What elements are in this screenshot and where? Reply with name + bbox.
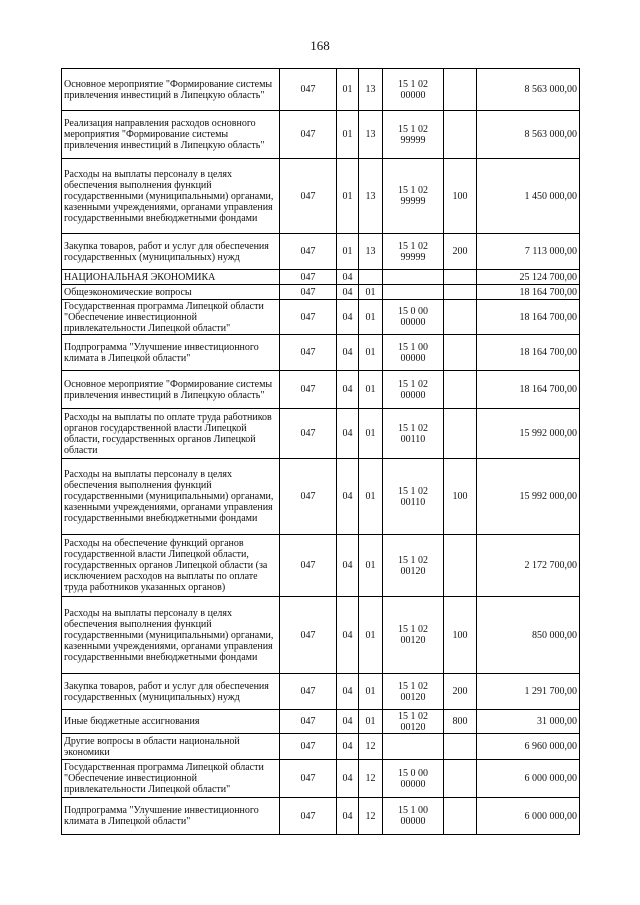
row-sum: 15 992 000,00: [477, 459, 580, 535]
row-sum: 1 450 000,00: [477, 159, 580, 234]
row-csr: 15 0 00 00000: [383, 760, 444, 798]
row-ved: 047: [280, 159, 337, 234]
row-vr: 100: [444, 459, 477, 535]
row-name: Общеэкономические вопросы: [62, 285, 280, 300]
row-sum: 1 291 700,00: [477, 674, 580, 710]
row-csr: [383, 285, 444, 300]
row-name: Основное мероприятие "Формирование системы привлечения инвестиций в Липецкую область": [62, 371, 280, 409]
row-vr: [444, 371, 477, 409]
row-rz: 04: [337, 371, 359, 409]
row-pr: 01: [359, 409, 383, 459]
row-name: Государственная программа Липецкой области "Обеспечение инвестиционной привлекательности Липецкой области": [62, 760, 280, 798]
row-csr: 15 1 02 00120: [383, 710, 444, 734]
table-row: [62, 335, 580, 371]
page-number: 168: [310, 38, 330, 53]
table-row: [62, 674, 580, 710]
row-name: Реализация направления расходов основного мероприятия "Формирование системы привлечения инвестиций в Липецкую область": [62, 111, 280, 159]
row-name: Закупка товаров, работ и услуг для обеспечения государственных (муниципальных) нужд: [62, 234, 280, 270]
table-row: [62, 734, 580, 760]
row-vr: [444, 535, 477, 597]
row-pr: 13: [359, 234, 383, 270]
row-pr: 01: [359, 535, 383, 597]
row-rz: 04: [337, 734, 359, 760]
row-name: Государственная программа Липецкой области "Обеспечение инвестиционной привлекательности Липецкой области": [62, 300, 280, 335]
row-vr: [444, 760, 477, 798]
table-row: [62, 798, 580, 835]
row-vr: 200: [444, 674, 477, 710]
row-sum: 8 563 000,00: [477, 111, 580, 159]
row-csr: 15 1 02 00120: [383, 597, 444, 674]
row-name: Расходы на обеспечение функций органов государственной власти Липецкой области, государственных органов Липецкой области (за исключением расходов на выплаты по оплате труда работников указанных органов): [62, 535, 280, 597]
row-rz: 01: [337, 69, 359, 111]
row-pr: 13: [359, 69, 383, 111]
row-rz: 04: [337, 535, 359, 597]
row-csr: 15 1 02 00000: [383, 371, 444, 409]
row-ved: 047: [280, 459, 337, 535]
row-ved: 047: [280, 597, 337, 674]
row-csr: 15 1 00 00000: [383, 335, 444, 371]
row-sum: 850 000,00: [477, 597, 580, 674]
row-sum: 6 000 000,00: [477, 798, 580, 835]
table-row: [62, 371, 580, 409]
row-sum: 18 164 700,00: [477, 335, 580, 371]
row-rz: 01: [337, 111, 359, 159]
row-rz: 04: [337, 300, 359, 335]
row-name: Иные бюджетные ассигнования: [62, 710, 280, 734]
row-rz: 04: [337, 798, 359, 835]
row-name: НАЦИОНАЛЬНАЯ ЭКОНОМИКА: [62, 270, 280, 285]
table-row: [62, 459, 580, 535]
table-row: [62, 760, 580, 798]
row-ved: 047: [280, 111, 337, 159]
row-ved: 047: [280, 710, 337, 734]
row-pr: 01: [359, 674, 383, 710]
row-pr: 01: [359, 371, 383, 409]
row-sum: 25 124 700,00: [477, 270, 580, 285]
row-pr: 01: [359, 597, 383, 674]
row-vr: 100: [444, 159, 477, 234]
row-ved: 047: [280, 371, 337, 409]
row-rz: 04: [337, 285, 359, 300]
table-row: [62, 409, 580, 459]
row-ved: 047: [280, 270, 337, 285]
row-csr: 15 1 00 00000: [383, 798, 444, 835]
row-sum: 8 563 000,00: [477, 69, 580, 111]
row-name: Другие вопросы в области национальной экономики: [62, 734, 280, 760]
row-pr: [359, 270, 383, 285]
row-pr: 01: [359, 285, 383, 300]
row-csr: 15 0 00 00000: [383, 300, 444, 335]
row-pr: 13: [359, 159, 383, 234]
row-vr: [444, 798, 477, 835]
row-vr: [444, 69, 477, 111]
row-sum: 15 992 000,00: [477, 409, 580, 459]
table-row: [62, 234, 580, 270]
row-sum: 6 960 000,00: [477, 734, 580, 760]
row-pr: 01: [359, 335, 383, 371]
row-vr: [444, 335, 477, 371]
row-ved: 047: [280, 798, 337, 835]
row-sum: 18 164 700,00: [477, 371, 580, 409]
row-rz: 01: [337, 159, 359, 234]
row-csr: 15 1 02 00120: [383, 674, 444, 710]
row-rz: 04: [337, 674, 359, 710]
table-row: [62, 111, 580, 159]
row-csr: [383, 270, 444, 285]
row-ved: 047: [280, 234, 337, 270]
table-row: [62, 285, 580, 300]
row-csr: 15 1 02 00110: [383, 459, 444, 535]
row-vr: [444, 734, 477, 760]
row-vr: 100: [444, 597, 477, 674]
row-sum: 18 164 700,00: [477, 285, 580, 300]
row-ved: 047: [280, 69, 337, 111]
row-name: Основное мероприятие "Формирование системы привлечения инвестиций в Липецкую область": [62, 69, 280, 111]
row-pr: 01: [359, 300, 383, 335]
row-sum: 6 000 000,00: [477, 760, 580, 798]
row-pr: 01: [359, 710, 383, 734]
row-rz: 04: [337, 760, 359, 798]
row-ved: 047: [280, 300, 337, 335]
row-ved: 047: [280, 409, 337, 459]
row-ved: 047: [280, 734, 337, 760]
row-pr: 12: [359, 734, 383, 760]
budget-table: [61, 68, 580, 835]
row-sum: 31 000,00: [477, 710, 580, 734]
row-name: Расходы на выплаты персоналу в целях обеспечения выполнения функций государственными (муниципальными) органами, казенными учреждениями, органами управления государственными внебюджетными фондами: [62, 159, 280, 234]
row-csr: [383, 734, 444, 760]
row-name: Расходы на выплаты персоналу в целях обеспечения выполнения функций государственными (муниципальными) органами, казенными учреждениями, органами управления государственными внебюджетными фондами: [62, 459, 280, 535]
row-csr: 15 1 02 00110: [383, 409, 444, 459]
row-ved: 047: [280, 335, 337, 371]
row-ved: 047: [280, 760, 337, 798]
table-row: [62, 597, 580, 674]
row-vr: 200: [444, 234, 477, 270]
row-sum: 18 164 700,00: [477, 300, 580, 335]
table-row: [62, 710, 580, 734]
row-sum: 2 172 700,00: [477, 535, 580, 597]
row-ved: 047: [280, 285, 337, 300]
row-name: Подпрограмма "Улучшение инвестиционного климата в Липецкой области": [62, 335, 280, 371]
table-row: [62, 535, 580, 597]
row-csr: 15 1 02 99999: [383, 159, 444, 234]
row-vr: 800: [444, 710, 477, 734]
row-csr: 15 1 02 99999: [383, 111, 444, 159]
table-row: [62, 159, 580, 234]
row-pr: 12: [359, 798, 383, 835]
row-name: Подпрограмма "Улучшение инвестиционного климата в Липецкой области": [62, 798, 280, 835]
row-vr: [444, 409, 477, 459]
row-rz: 04: [337, 459, 359, 535]
row-rz: 04: [337, 710, 359, 734]
row-vr: [444, 270, 477, 285]
row-pr: 01: [359, 459, 383, 535]
row-vr: [444, 300, 477, 335]
row-rz: 04: [337, 335, 359, 371]
row-rz: 04: [337, 270, 359, 285]
row-csr: 15 1 02 00120: [383, 535, 444, 597]
table-row: [62, 69, 580, 111]
row-vr: [444, 111, 477, 159]
table-row: [62, 270, 580, 285]
row-csr: 15 1 02 00000: [383, 69, 444, 111]
row-rz: 04: [337, 597, 359, 674]
row-vr: [444, 285, 477, 300]
row-sum: 7 113 000,00: [477, 234, 580, 270]
row-csr: 15 1 02 99999: [383, 234, 444, 270]
row-ved: 047: [280, 535, 337, 597]
row-name: Расходы на выплаты персоналу в целях обеспечения выполнения функций государственными (муниципальными) органами, казенными учреждениями, органами управления государственными внебюджетными фондами: [62, 597, 280, 674]
row-pr: 12: [359, 760, 383, 798]
row-rz: 04: [337, 409, 359, 459]
row-name: Закупка товаров, работ и услуг для обеспечения государственных (муниципальных) нужд: [62, 674, 280, 710]
row-rz: 01: [337, 234, 359, 270]
row-name: Расходы на выплаты по оплате труда работников органов государственной власти Липецкой области, государственных органов Липецкой области: [62, 409, 280, 459]
row-ved: 047: [280, 674, 337, 710]
table-row: [62, 300, 580, 335]
row-pr: 13: [359, 111, 383, 159]
